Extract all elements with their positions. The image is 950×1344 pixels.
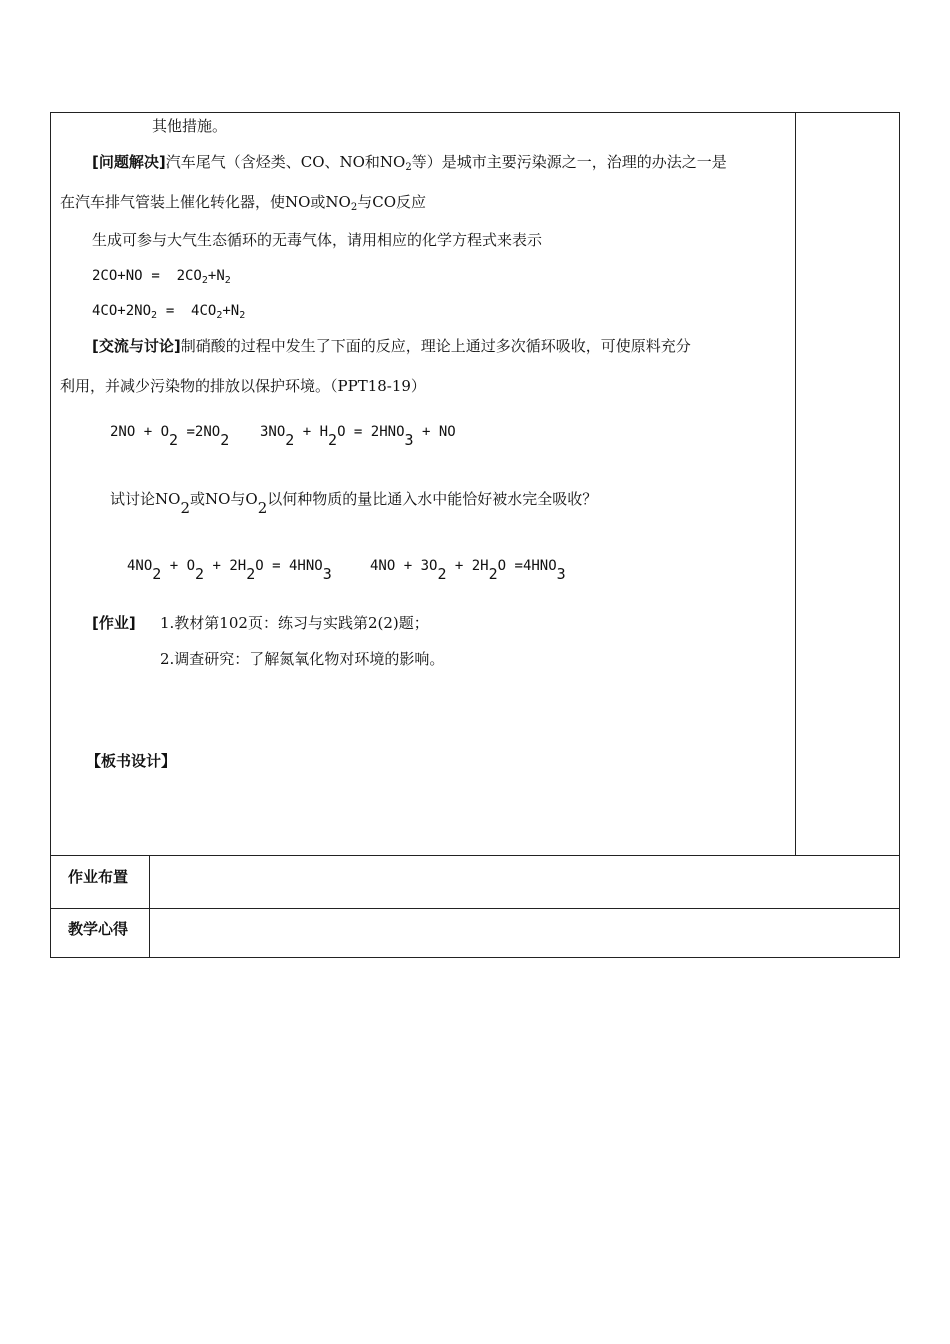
table-bottom-border: [50, 957, 900, 958]
table-row-divider: [50, 855, 900, 856]
problem-line-1: [问题解决]汽车尾气（含烃类、CO、NO和$NO_2$等）是城市主要污染源之一，治理的办法之一是: [92, 153, 727, 173]
equation-2: $4CO+2NO_2 = 4CO_2+N_2$: [92, 303, 246, 321]
table-top-border: [50, 112, 900, 113]
reaction-2: 3NO2 + H2O = 2HNO3 + NO: [260, 424, 456, 449]
table-left-border: [50, 112, 51, 958]
answer-1: 4NO2 + O2 + 2H2O = 4HNO3: [127, 558, 332, 583]
discussion-line-2: 利用，并减少污染物的排放以保护环境。（PPT18-19）: [60, 377, 426, 395]
discussion-tag: [交流与讨论]: [92, 337, 181, 355]
table-right-border: [899, 112, 900, 958]
reaction-1: 2NO + O2 =2NO2: [110, 424, 230, 449]
measures-end-text: 其他措施。: [152, 117, 228, 135]
homework-item-1: 1.教材第102页：练习与实践第2(2)题；: [160, 614, 429, 632]
board-design-heading: 【板书设计】: [86, 752, 177, 770]
answer-2: 4NO + 3O2 + 2H2O =4HNO3: [370, 558, 566, 583]
homework-tag: [作业]: [92, 614, 136, 632]
discussion-line-1: [交流与讨论]制硝酸的过程中发生了下面的反应，理论上通过多次循环吸收，可使原料充分: [92, 337, 691, 355]
homework-assignment-label: 作业布置: [68, 868, 129, 886]
table-row-divider: [50, 908, 900, 909]
notes-column-divider: [795, 112, 796, 856]
problem-line-3: 生成可参与大气生态循环的无毒气体，请用相应的化学方程式来表示: [92, 231, 543, 249]
equation-1: $2CO+NO = 2CO_2+N_2$: [92, 268, 231, 286]
teaching-reflection-label: 教学心得: [68, 920, 129, 938]
problem-line-2: 在汽车排气管装上催化转化器，使NO或$NO_2$与CO反应: [60, 193, 427, 213]
question-line: 试讨论NO2或NO与O2以何种物质的量比通入水中能恰好被水完全吸收？: [110, 490, 598, 517]
problem-tag: [问题解决]: [92, 153, 166, 171]
label-column-divider: [149, 855, 150, 958]
homework-item-2: 2.调查研究：了解氮氧化物对环境的影响。: [160, 650, 445, 668]
